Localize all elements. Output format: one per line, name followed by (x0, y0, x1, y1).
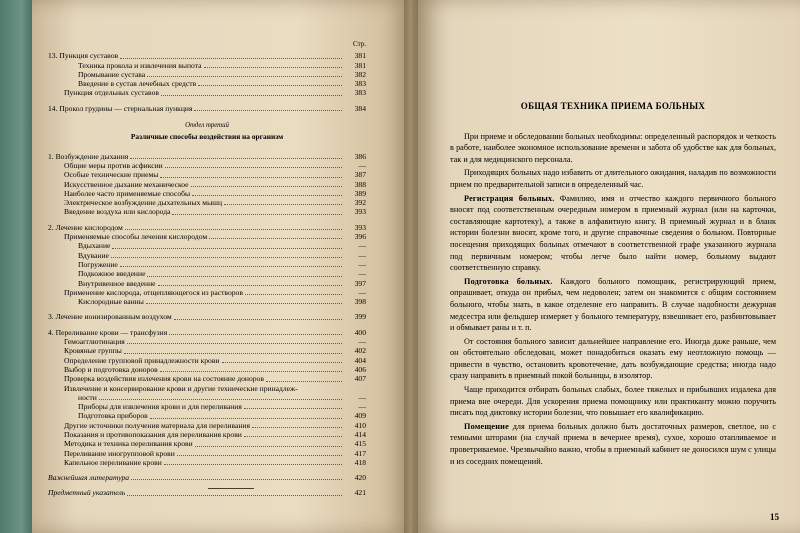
toc-entry (48, 104, 366, 113)
toc-leader-dots (244, 436, 342, 437)
toc-leader-dots (130, 158, 342, 159)
toc-entry-title: Внутривенное введение (78, 278, 156, 288)
toc-entry-title: Важнейшая литература (48, 473, 130, 483)
toc-entry-title: Выбор и подготовка доноров (64, 364, 158, 374)
toc-entry-title: Методика и техника переливания крови (64, 439, 193, 449)
toc-leader-dots (244, 408, 342, 409)
toc-entry-page: 399 (354, 312, 366, 322)
paragraph-text: Чаще приходится отбирать больных слабых, более тяжелых и прибывших издалека для приема вне очереди. Для ускорения приема помощнику или практиканту можно поручить писать под диктовку истории болезни, что повышает его квалификацию. (450, 385, 776, 418)
toc-entry-title: Другие источники получения материала для переливания (64, 420, 250, 430)
page-number: 15 (770, 512, 779, 522)
toc-entry-page: — (358, 337, 366, 347)
toc-leader-dots (191, 186, 342, 187)
toc-entry-title: Промывание сустава (78, 69, 146, 79)
toc-entry (48, 207, 366, 216)
toc-entry-page: 415 (354, 439, 366, 449)
toc-entry-page: 393 (354, 222, 366, 232)
toc-entry-page: — (358, 287, 366, 297)
paragraph-lead: Регистрация больных. (464, 193, 555, 203)
section-title: Различные способы воздействия на организм (130, 132, 284, 142)
toc-entry-page: 407 (354, 374, 366, 384)
book-cover-edge (0, 0, 36, 533)
toc-entry-page: 386 (354, 151, 366, 161)
toc-entry-page: 420 (354, 473, 366, 483)
toc-leader-dots (198, 85, 342, 86)
toc-entry-title: Кровяные группы (64, 346, 122, 356)
toc-entry-page: — (358, 392, 366, 402)
toc-entry-title: Переливание иногрупповой крови (64, 448, 175, 458)
toc-entry-title: 14. Прокол грудины — стернальная пункция (48, 103, 193, 113)
toc-leader-dots (164, 464, 342, 465)
toc-entry-page: — (358, 269, 366, 279)
toc-entry-title: Подготовка приборов (78, 411, 148, 421)
toc-leader-dots (222, 362, 343, 363)
section-label: Отдел третий (185, 122, 229, 130)
toc-leader-dots (147, 76, 342, 77)
paragraph-text: Приходящих больных надо избавить от длительного ожидания, наладив по возможности прием по предварительной записи в определенный час. (450, 168, 776, 189)
toc-entry (48, 61, 366, 70)
toc-leader-dots (195, 446, 342, 447)
toc-entry-page: 388 (354, 179, 366, 189)
toc-entry-page: 421 (354, 488, 366, 498)
toc-entry-page: 397 (354, 278, 366, 288)
toc-entry-title: Извлечение и консервирование крови и другие технические принадлеж- (64, 383, 298, 393)
toc-entry-page: 381 (354, 60, 366, 70)
toc-entry (48, 346, 366, 355)
toc-entry (48, 288, 366, 297)
toc-entry-title: Подкожное введение (78, 269, 146, 279)
toc-entry (48, 337, 366, 346)
toc-entry-title: Предметный указатель (48, 488, 126, 498)
toc-entry (48, 51, 366, 60)
toc-entry-page: 406 (354, 364, 366, 374)
toc-entry-page: 396 (354, 232, 366, 242)
toc-entry-page: 389 (354, 188, 366, 198)
chapter-title: ОБЩАЯ ТЕХНИКА ПРИЕМА БОЛЬНЫХ (520, 101, 706, 111)
paragraph (450, 276, 776, 334)
toc-entry (48, 458, 366, 467)
toc-entry-title: 4. Переливание крови — трансфузия (48, 327, 168, 337)
paragraph (450, 131, 776, 166)
toc-leader-dots (160, 371, 342, 372)
toc-entry-page: — (358, 241, 366, 251)
toc-entry-page: 398 (354, 297, 366, 307)
paragraphs (450, 131, 776, 468)
toc-entry-page: — (358, 402, 366, 412)
toc-entry-title: 3. Лечение ионизированным воздухом (48, 312, 172, 322)
toc-entry-title: Кислородные ванны (78, 297, 144, 307)
toc-entry-page: 409 (354, 411, 366, 421)
toc-entry (48, 328, 366, 337)
toc-leader-dots (99, 399, 342, 400)
toc-entry (48, 251, 366, 260)
toc-leader-dots (177, 455, 342, 456)
toc-leader-dots (112, 248, 342, 249)
toc-entry-title: Гемоагглютинация (64, 337, 125, 347)
toc-entries-main (48, 152, 366, 498)
toc-entry (48, 312, 366, 321)
toc-entry (48, 421, 366, 430)
book-gutter (404, 0, 418, 533)
toc-leader-dots (224, 204, 342, 205)
toc-entry (48, 393, 366, 402)
toc-leader-dots (120, 266, 342, 267)
toc-entry-title: 2. Лечение кислородом (48, 222, 123, 232)
toc-entry (48, 411, 366, 420)
toc-entry-title: ности (78, 392, 97, 402)
paragraph-lead: Помещение (464, 421, 509, 431)
toc-leader-dots (125, 229, 342, 230)
toc-entry-page: 393 (354, 207, 366, 217)
toc-entry-page: 384 (354, 103, 366, 113)
toc-leader-dots (160, 177, 342, 178)
paragraph-lead: Подготовка больных. (464, 276, 553, 286)
toc-entry-page: 392 (354, 198, 366, 208)
toc-entry (48, 88, 366, 97)
toc-entry-title: Пункция отдельных суставов (64, 88, 159, 98)
toc-entry-title: Погружение (78, 259, 118, 269)
toc-entry (48, 439, 366, 448)
toc-entry-title: 13. Пункция суставов (48, 51, 119, 61)
toc-leader-dots (147, 276, 342, 277)
toc-entry-page: 383 (354, 88, 366, 98)
toc-leader-dots (192, 195, 342, 196)
toc-entries-top (48, 51, 366, 113)
paragraph-text: От состояния больного зависит дальнейшее направление его. Иногда даже раньше, чем он обстоятельно обследован, может понадобиться оказать ему неотложную помощь — привести в чувство, остановить кровотечение, дать возбуждающие средства; иногда надо сразу направить в приемный покой больницы, в изолятор. (450, 336, 776, 381)
toc-entry-title: 1. Возбуждение дыхания (48, 151, 129, 161)
toc-entry-title: Приборы для извлечения крови и для переливания (78, 402, 242, 412)
toc-entry-title: Показания и противопоказания для переливания крови (64, 429, 242, 439)
toc-entry-page: 417 (354, 448, 366, 458)
toc-entry (48, 297, 366, 306)
toc-leader-dots (131, 479, 342, 480)
toc-entry (48, 473, 366, 482)
toc-leader-dots (204, 67, 342, 68)
toc-entry-page: — (358, 250, 366, 260)
toc-entry (48, 170, 366, 179)
toc-entry (48, 365, 366, 374)
paragraph (450, 167, 776, 190)
chapter-content (450, 101, 776, 469)
toc-entry (48, 79, 366, 88)
toc-entry-title: Искусственное дыхание механическое (64, 179, 189, 189)
toc-entry-title: Применяемые способы лечения кислородом (64, 232, 208, 242)
toc-entry-page: 383 (354, 79, 366, 89)
toc-entry (48, 356, 366, 365)
toc-entry-title: Введение в сустав лечебных средств (78, 79, 197, 89)
toc-entry-page: — (358, 259, 366, 269)
toc-leader-dots (209, 238, 342, 239)
toc-leader-dots (169, 334, 342, 335)
toc-leader-dots (252, 427, 342, 428)
paragraph-text: Фамилию, имя и отчество каждого первичного больного вносят под соответственным очередным номером в приемный журнал (или на карточки, составляющие картотеку), а также в алфавитную книгу. В приемный журнал и в бланк истории болезни вносят, кроме того, и другие справочные сведения о больном. Повторные посещения приходящих больных отмечают в соответственной графе указанного журнала под первичным номером; чтобы легче было найти номер, больному выдают соответственную справку. (450, 193, 777, 273)
toc-entry-title: Особые технические приемы (64, 170, 159, 180)
paragraph-text: для приема больных должно быть достаточных размеров, светлое, но с темными шторами (на случай приема в вечернее время), сухое, хорошо отапливаемое и проветриваемое. Чрезвычайно важно, чтобы в приемный кабинет не доносился шум с улицы и из соседних помещений. (450, 421, 776, 466)
toc-entry-title: Вдувание (78, 250, 109, 260)
toc-entry-title: Электрическое возбуждение дыхательных мышц (64, 198, 223, 208)
toc-entry (48, 70, 366, 79)
toc-entry-title: Вдыхание (78, 241, 111, 251)
toc-entry (48, 449, 366, 458)
toc-entry-title: Наиболее часто применяемые способы (64, 188, 191, 198)
toc-entry-page: 387 (354, 170, 366, 180)
toc-entry (48, 223, 366, 232)
toc-entry-page: 414 (354, 429, 366, 439)
toc-entry-title: Капельное переливание крови (64, 457, 162, 467)
toc-entry (48, 232, 366, 241)
toc-leader-dots (120, 58, 342, 59)
toc-entry-page: 402 (354, 346, 366, 356)
toc-leader-dots (161, 95, 342, 96)
toc-entry-page: 381 (354, 51, 366, 61)
toc-entry (48, 260, 366, 269)
toc-entry-page: 404 (354, 355, 366, 365)
toc-entry-title: Определение групповой принадлежности крови (64, 355, 220, 365)
paragraph-text: При приеме и обследовании больных необходимы: определенный распорядок и четкость в работе, наиболее экономное использование времени и забота об удобстве как для больных, так и для медицинского персонала. (450, 131, 776, 164)
paragraph (450, 421, 776, 467)
toc-entry-page: — (358, 160, 366, 170)
toc-entry-title: Введение воздуха или кислорода (64, 207, 171, 217)
toc-entry-page: 410 (354, 420, 366, 430)
toc-leader-dots (174, 319, 342, 320)
toc-entry (48, 161, 366, 170)
paragraph (450, 336, 776, 382)
toc-leader-dots (111, 257, 342, 258)
toc-entry (48, 402, 366, 411)
toc-leader-dots (146, 303, 342, 304)
paragraph-text: Каждого больного помощник, регистрирующий прием, опрашивает, откуда он прибыл, чем недоволен; затем он знакомится с общим состоянием больного, чтобы знать, в какое отделение его направить. В случае надобности дежурная медсестра или фельдшер измеряет у больного температуру, взвешивает его, разбинтовывает и обмывает раны и т. п. (450, 276, 776, 333)
toc-leader-dots (127, 495, 342, 496)
toc-leader-dots (194, 110, 342, 111)
toc-entry-page: 400 (354, 327, 366, 337)
paragraph (450, 193, 776, 274)
toc-entry (48, 384, 366, 393)
toc-entry (48, 198, 366, 207)
toc-page-header: Стр. (353, 40, 366, 48)
toc-entry-title: Общие меры против асфиксии (64, 160, 163, 170)
toc-entry (48, 488, 366, 497)
toc-entry-title: Проверка воздействия излечения крови на состояние доноров (64, 374, 264, 384)
toc-entry-page: 382 (354, 69, 366, 79)
toc-leader-dots (158, 285, 342, 286)
toc-leader-dots (150, 418, 342, 419)
toc-leader-dots (127, 343, 342, 344)
toc-leader-dots (124, 353, 342, 354)
toc-entry (48, 189, 366, 198)
paragraph (450, 384, 776, 419)
table-of-contents (48, 40, 366, 498)
toc-leader-dots (165, 167, 342, 168)
toc-leader-dots (172, 214, 342, 215)
toc-entry (48, 152, 366, 161)
toc-entry-title: Техника прокола и извлечения выпота (78, 60, 202, 70)
toc-entry-page: 418 (354, 457, 366, 467)
toc-entry (48, 279, 366, 288)
toc-entry (48, 430, 366, 439)
toc-entry (48, 269, 366, 278)
toc-entry (48, 374, 366, 383)
footer-rule (208, 488, 254, 489)
toc-entry (48, 180, 366, 189)
toc-leader-dots (245, 294, 342, 295)
toc-entry (48, 241, 366, 250)
toc-leader-dots (266, 381, 342, 382)
toc-entry-title: Применение кислорода, отщепляющегося из растворов (64, 287, 243, 297)
